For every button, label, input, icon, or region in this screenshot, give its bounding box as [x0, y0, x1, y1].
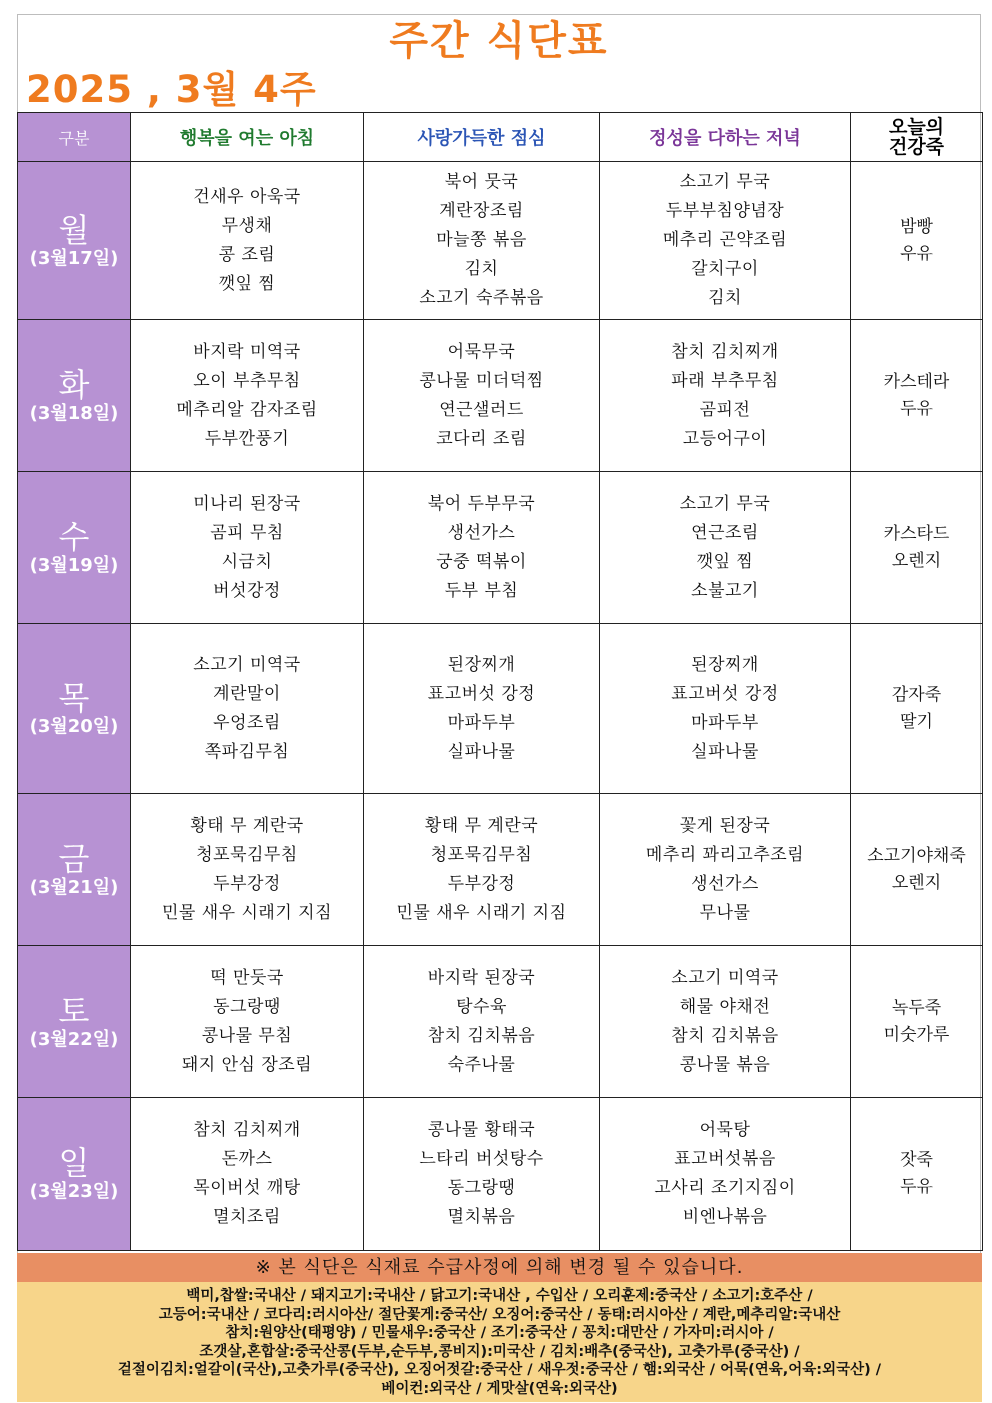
- day-cell: [18, 794, 131, 946]
- menu-item: 바지락 된장국: [427, 967, 536, 988]
- menu-item: 느타리 버섯탕수: [419, 1149, 544, 1169]
- menu-item: 계란장조림: [439, 201, 524, 221]
- origin-line: 조갯살,혼합살:중국산콩(두부,순두부,콩비지):미국산 / 김치:배추(중국산), 고춧가루(중국산) /: [199, 1343, 800, 1360]
- menu-item: 메추리 곤약조림: [662, 230, 788, 250]
- header-porridge-line1: 오늘의: [888, 116, 945, 138]
- lunch-list: [364, 490, 599, 606]
- day-name: 일: [58, 1144, 90, 1182]
- menu-item: 해물 야채전: [679, 996, 771, 1017]
- day-date: (3월23일): [29, 1181, 119, 1202]
- menu-item: 곰피 무침: [210, 522, 284, 543]
- breakfast-list: [131, 183, 363, 299]
- menu-item: 된장찌개: [447, 654, 516, 675]
- menu-item: 콩나물 무침: [201, 1025, 293, 1046]
- lunch-list: [364, 1116, 599, 1232]
- day-name: 화: [58, 365, 90, 404]
- breakfast-list: [131, 964, 363, 1080]
- menu-item: 카스타드: [883, 523, 950, 544]
- menu-item: 소불고기: [691, 580, 759, 601]
- table-row: [18, 320, 983, 472]
- day-cell: [18, 946, 131, 1098]
- day-name: 목: [58, 678, 90, 717]
- breakfast-list: [131, 490, 363, 606]
- menu-item: 메추리알 감자조림: [176, 399, 318, 420]
- porridge-list: [851, 521, 982, 575]
- origin-line: 참치:원양산(태평양) / 민물새우:중국산 / 조기:중국산 / 꽁치:대만산 / 가자미:러시아 /: [225, 1325, 774, 1341]
- menu-item: 소고기 숙주볶음: [419, 288, 544, 308]
- day-date: (3월19일): [29, 554, 119, 576]
- menu-item: 연근샐러드: [439, 399, 524, 420]
- menu-item: 무나물: [699, 902, 751, 923]
- dinner-list: [600, 1116, 850, 1232]
- menu-item: 떡 만둣국: [210, 967, 284, 988]
- porridge-list: [851, 1147, 982, 1201]
- dinner-list: [600, 338, 850, 454]
- day-name: 금: [58, 839, 90, 878]
- menu-item: 밤빵: [900, 216, 933, 237]
- day-name: 월: [58, 210, 90, 249]
- menu-item: 북어 뭇국: [444, 172, 519, 192]
- lunch-list: [364, 338, 599, 454]
- menu-item: 동그랑땡: [447, 1178, 516, 1198]
- porridge-cell: [851, 794, 983, 946]
- menu-item: 어묵무국: [447, 341, 516, 362]
- menu-item: 청포묵김무침: [430, 844, 533, 865]
- menu-item: 된장찌개: [691, 654, 759, 675]
- dinner-list: [600, 812, 850, 928]
- breakfast-cell: [131, 794, 364, 946]
- menu-item: 쪽파김무침: [204, 741, 290, 762]
- origin-line: 베이컨:외국산 / 게맛살(연육:외국산): [381, 1380, 618, 1397]
- menu-item: 마파두부: [447, 712, 516, 733]
- lunch-cell: [364, 946, 600, 1098]
- menu-item: 탕수육: [456, 996, 507, 1017]
- origin-info: [17, 1282, 982, 1402]
- menu-item: 꽃게 된장국: [679, 815, 771, 836]
- dinner-list: [600, 490, 850, 606]
- menu-item: 두부 부침: [444, 580, 519, 601]
- day-cell: [18, 472, 131, 624]
- porridge-list: [851, 843, 982, 897]
- breakfast-cell: [131, 946, 364, 1098]
- lunch-list: [364, 812, 599, 928]
- dinner-cell: [600, 624, 851, 794]
- menu-item: 어묵탕: [699, 1120, 751, 1140]
- breakfast-cell: [131, 320, 364, 472]
- menu-item: 참치 김치볶음: [427, 1025, 536, 1046]
- lunch-cell: [364, 320, 600, 472]
- day-date: (3월17일): [29, 247, 119, 269]
- menu-item: 메추리 꽈리고추조림: [645, 844, 805, 865]
- menu-item: 김치: [708, 288, 742, 308]
- porridge-cell: [851, 624, 983, 794]
- header-porridge: [851, 113, 983, 162]
- breakfast-list: [131, 1116, 363, 1232]
- menu-item: 마파두부: [691, 712, 759, 733]
- week-label: 2025 , 3월 4주: [26, 68, 317, 111]
- menu-item: 고사리 조기지짐이: [654, 1178, 796, 1198]
- day-name: 토: [58, 991, 90, 1030]
- porridge-cell: [851, 320, 983, 472]
- menu-item: 계란말이: [213, 683, 281, 704]
- table-header-row: [18, 113, 983, 162]
- menu-item: 참치 김치찌개: [193, 1120, 301, 1140]
- menu-item: 감자죽: [891, 684, 942, 705]
- dinner-cell: [600, 1098, 851, 1251]
- menu-item: 두부부침양념장: [665, 201, 785, 221]
- menu-item: 미숫가루: [883, 1024, 950, 1045]
- menu-item: 우유: [900, 243, 933, 264]
- menu-item: 콩 조림: [218, 244, 276, 265]
- day-name: 수: [58, 517, 90, 556]
- dinner-cell: [600, 472, 851, 624]
- menu-item: 생선가스: [691, 873, 759, 894]
- menu-item: 멸치조림: [213, 1207, 281, 1227]
- dinner-cell: [600, 162, 851, 320]
- menu-item: 깻잎 찜: [218, 273, 276, 294]
- dinner-cell: [600, 320, 851, 472]
- menu-item: 소고기 미역국: [193, 654, 301, 675]
- menu-item: 파래 부추무침: [671, 370, 779, 391]
- menu-item: 소고기 무국: [679, 493, 771, 514]
- menu-item: 민물 새우 시래기 지짐: [161, 902, 332, 923]
- day-cell: [18, 162, 131, 320]
- table-row: [18, 794, 983, 946]
- menu-item: 바지락 미역국: [193, 341, 301, 362]
- header-breakfast: 행복을 여는 아침: [131, 113, 364, 162]
- day-cell: [18, 320, 131, 472]
- porridge-list: [851, 995, 982, 1049]
- menu-item: 콩나물 미더덕찜: [419, 370, 544, 391]
- table-row: [18, 162, 983, 320]
- menu-item: 숙주나물: [447, 1054, 516, 1075]
- menu-item: 표고버섯볶음: [674, 1149, 776, 1169]
- lunch-cell: [364, 472, 600, 624]
- header-lunch: 사랑가득한 점심: [364, 113, 600, 162]
- dinner-cell: [600, 946, 851, 1098]
- header-gubun: 구분: [18, 113, 131, 162]
- lunch-cell: [364, 162, 600, 320]
- menu-item: 돈까스: [221, 1149, 273, 1169]
- porridge-list: [851, 214, 982, 268]
- menu-item: 미나리 된장국: [193, 493, 301, 514]
- menu-item: 비엔나볶음: [682, 1207, 768, 1227]
- day-date: (3월21일): [29, 876, 119, 898]
- day-date: (3월18일): [29, 402, 119, 424]
- lunch-cell: [364, 1098, 600, 1251]
- lunch-cell: [364, 624, 600, 794]
- menu-item: 깻잎 찜: [696, 551, 754, 572]
- header-dinner: 정성을 다하는 저녁: [600, 113, 851, 162]
- day-date: (3월20일): [29, 715, 119, 737]
- menu-item: 북어 두부무국: [427, 493, 536, 514]
- menu-item: 무생채: [221, 215, 273, 236]
- dinner-cell: [600, 794, 851, 946]
- breakfast-list: [131, 338, 363, 454]
- origin-line: 백미,찹쌀:국내산 / 돼지고기:국내산 / 닭고기:국내산 , 수입산 / 오리훈제:중국산 / 소고기:호주산 /: [186, 1288, 813, 1304]
- dinner-list: [600, 964, 850, 1080]
- breakfast-cell: [131, 624, 364, 794]
- breakfast-list: [131, 812, 363, 928]
- menu-item: 참치 김치찌개: [671, 341, 779, 362]
- day-cell: [18, 1098, 131, 1251]
- menu-item: 잣죽: [900, 1150, 933, 1170]
- menu-item: 마늘쫑 볶음: [436, 230, 527, 250]
- menu-item: 표고버섯 강정: [427, 683, 536, 704]
- porridge-list: [851, 682, 982, 736]
- weekly-menu-table: [17, 112, 983, 1251]
- porridge-cell: [851, 472, 983, 624]
- breakfast-cell: [131, 1098, 364, 1251]
- menu-item: 표고버섯 강정: [671, 683, 779, 704]
- menu-item: 오렌지: [891, 872, 942, 893]
- menu-item: 곰피전: [699, 399, 751, 420]
- menu-item: 고등어구이: [682, 428, 768, 449]
- menu-item: 콩나물 황태국: [427, 1120, 536, 1140]
- table-row: [18, 1098, 983, 1251]
- dinner-list: [600, 651, 850, 767]
- menu-item: 오이 부추무침: [193, 370, 301, 391]
- day-date: (3월22일): [29, 1028, 119, 1050]
- porridge-cell: [851, 162, 983, 320]
- menu-item: 딸기: [900, 711, 933, 732]
- lunch-list: [364, 964, 599, 1080]
- menu-item: 동그랑땡: [213, 996, 281, 1017]
- menu-item: 우엉조림: [213, 712, 281, 733]
- day-cell: [18, 624, 131, 794]
- menu-item: 실파나물: [447, 741, 516, 762]
- table-row: [18, 946, 983, 1098]
- header-porridge-line2: 건강죽: [888, 136, 945, 158]
- menu-item: 오렌지: [891, 550, 942, 571]
- menu-item: 소고기 미역국: [671, 967, 779, 988]
- menu-item: 소고기야채죽: [867, 845, 966, 866]
- menu-item: 궁중 떡볶이: [436, 551, 527, 572]
- table-row: [18, 472, 983, 624]
- porridge-cell: [851, 1098, 983, 1251]
- menu-item: 청포묵김무침: [196, 844, 298, 865]
- notice-banner: ※ 본 식단은 식재료 수급사정에 의해 변경 될 수 있습니다.: [17, 1253, 982, 1282]
- menu-item: 돼지 안심 장조림: [181, 1054, 313, 1075]
- menu-item: 갈치구이: [691, 259, 759, 279]
- menu-item: 김치: [464, 259, 499, 279]
- menu-item: 버섯강정: [213, 580, 281, 601]
- menu-item: 실파나물: [691, 741, 759, 762]
- menu-item: 황태 무 계란국: [424, 815, 539, 836]
- menu-item: 시금치: [221, 551, 273, 572]
- breakfast-cell: [131, 472, 364, 624]
- porridge-cell: [851, 946, 983, 1098]
- menu-item: 두유: [900, 1177, 933, 1197]
- porridge-list: [851, 369, 982, 423]
- lunch-cell: [364, 794, 600, 946]
- menu-item: 황태 무 계란국: [190, 815, 304, 836]
- breakfast-list: [131, 651, 363, 767]
- menu-item: 두유: [900, 398, 933, 419]
- breakfast-cell: [131, 162, 364, 320]
- table-row: [18, 624, 983, 794]
- menu-item: 녹두죽: [891, 997, 942, 1018]
- menu-item: 민물 새우 시래기 지짐: [396, 902, 567, 923]
- menu-item: 연근조림: [691, 522, 759, 543]
- menu-item: 건새우 아욱국: [193, 186, 301, 207]
- dinner-list: [600, 168, 850, 313]
- menu-item: 참치 김치볶음: [671, 1025, 779, 1046]
- origin-line: 겉절이김치:얼갈이(국산),고춧가루(중국산), 오징어젓갈:중국산 / 새우젓:중국산 / 햄:외국산 / 어묵(연육,어육:외국산) /: [117, 1362, 882, 1378]
- lunch-list: [364, 168, 599, 313]
- menu-item: 두부강정: [447, 873, 516, 894]
- menu-item: 멸치볶음: [447, 1207, 516, 1227]
- menu-item: 생선가스: [447, 522, 516, 543]
- origin-line: 고등어:국내산 / 코다리:러시아산/ 절단꽃게:중국산/ 오징어:중국산 / 동태:러시아산 / 계란,메추리알:국내산: [158, 1306, 841, 1323]
- menu-item: 두부깐풍기: [204, 428, 290, 449]
- menu-item: 두부강정: [213, 873, 281, 894]
- lunch-list: [364, 651, 599, 767]
- menu-item: 코다리 조림: [436, 428, 527, 449]
- menu-item: 카스테라: [883, 371, 950, 392]
- menu-item: 목이버섯 깨탕: [193, 1178, 301, 1198]
- menu-item: 콩나물 볶음: [679, 1054, 771, 1075]
- menu-item: 소고기 무국: [679, 172, 771, 192]
- page-title: 주간 식단표: [389, 18, 609, 64]
